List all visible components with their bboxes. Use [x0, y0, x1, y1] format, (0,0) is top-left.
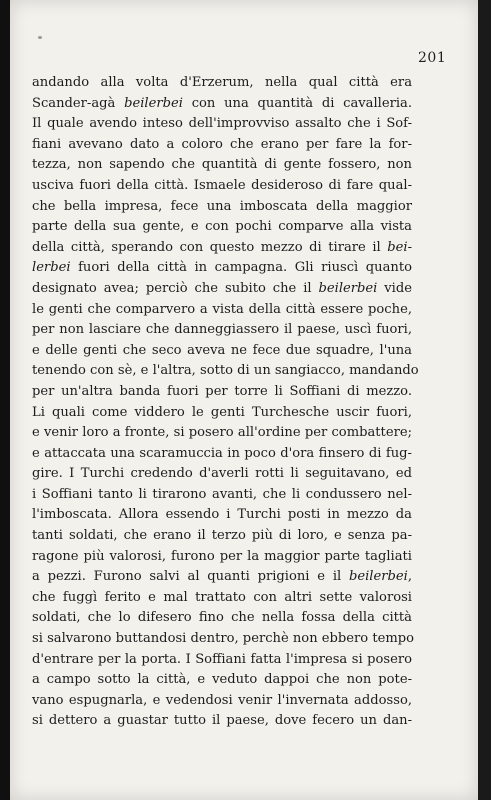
italic-term: beilerbei — [124, 95, 183, 111]
text-line — [32, 341, 412, 362]
text-segment: a campo sotto la città, e veduto dappoi che non pote- — [32, 672, 412, 688]
text-segment: tanti soldati, che erano il terzo più di loro, e senza pa- — [32, 528, 412, 544]
text-line — [32, 73, 412, 94]
text-segment: designato avea; perciò che subito che il — [32, 280, 319, 296]
text-segment: a pezzi. Furono salvi al quanti prigioni e il — [32, 569, 349, 585]
text-line — [32, 650, 412, 671]
body-text — [32, 73, 419, 732]
text-line — [32, 485, 412, 506]
text-segment: fuori della città in campagna. Gli riuscì quanto — [70, 260, 412, 276]
text-line — [32, 238, 412, 259]
text-segment: per un'altra banda fuori per torre li Soffiani di mezzo. — [32, 383, 412, 399]
text-segment: Scander-agà — [32, 95, 125, 111]
text-segment: si salvarono buttandosi dentro, perchè non ebbero tempo — [32, 631, 415, 647]
text-line — [32, 382, 412, 403]
page-number: 201 — [418, 50, 447, 66]
text-segment: fiani avevano dato a coloro che erano per fare la for- — [32, 136, 412, 152]
text-segment: per non lasciare che danneggiassero il paese, uscì fuori, — [32, 322, 412, 338]
text-segment: gire. I Turchi credendo d'averli rotti li seguitavano, ed — [32, 466, 412, 482]
page-speck — [38, 36, 42, 39]
text-line — [32, 444, 412, 465]
text-line — [32, 135, 412, 156]
text-segment: parte della sua gente, e con pochi comparve alla vista — [32, 219, 412, 235]
text-line — [32, 217, 412, 238]
text-line — [32, 197, 412, 218]
text-segment: andando alla volta d'Erzerum, nella qual città era — [32, 75, 412, 90]
text-segment: i Soffiani tanto li tirarono avanti, che li condussero nel- — [32, 486, 412, 502]
text-line — [32, 279, 412, 300]
text-line — [32, 464, 412, 485]
text-segment: con una quantità di cavalleria. — [182, 95, 413, 111]
text-segment: e delle genti che seco aveva ne fece due squadre, l'una — [32, 342, 412, 358]
text-segment: , — [407, 569, 412, 585]
text-segment: Li quali come viddero le genti Turchesche uscir fuori, — [32, 404, 412, 420]
text-segment: che fuggì ferito e mal trattato con altri sette valorosi — [32, 589, 412, 605]
italic-term: bei- — [387, 239, 412, 255]
text-segment: tezza, non sapendo che quantità di gente fossero, non — [32, 157, 412, 173]
text-line — [32, 691, 412, 712]
text-line — [32, 711, 412, 732]
text-line — [32, 320, 412, 341]
text-segment: l'imboscata. Allora essendo i Turchi posti in mezzo da — [32, 507, 412, 523]
text-line — [32, 629, 415, 650]
text-segment: e venir loro a fronte, si posero all'ordine per combattere; — [32, 425, 412, 441]
text-line — [32, 155, 412, 176]
book-page — [10, 0, 478, 800]
text-segment: usciva fuori della città. Ismaele desideroso di fare qual- — [32, 177, 412, 193]
text-segment: le genti che comparvero a vista della città essere poche, — [32, 301, 412, 317]
text-segment: d'entrare per la porta. I Soffiani fatta l'impresa si posero — [32, 651, 412, 667]
text-line — [32, 361, 419, 382]
text-line — [32, 403, 412, 424]
text-segment: tenendo con sè, e l'altra, sotto di un sangiacco, mandando — [32, 363, 419, 379]
text-line — [32, 526, 412, 547]
text-line — [32, 94, 412, 115]
text-line — [32, 670, 412, 691]
italic-term: beilerbei — [318, 280, 378, 296]
dark-margin — [478, 0, 491, 800]
text-line — [32, 547, 412, 568]
text-segment: Il quale avendo inteso dell'improvviso assalto che i Sof- — [32, 116, 412, 132]
text-line — [32, 505, 412, 526]
text-segment: che bella impresa, fece una imboscata della maggior — [32, 198, 412, 214]
italic-term: beilerbei — [348, 569, 408, 585]
text-line — [32, 176, 412, 197]
text-line — [32, 423, 412, 444]
text-segment: vano espugnarla, e vedendosi venir l'invernata addosso, — [32, 692, 412, 708]
text-segment: e attaccata una scaramuccia in poco d'ora finsero di fug- — [32, 445, 412, 461]
text-line — [32, 567, 412, 588]
text-segment: ragone più valorosi, furono per la maggior parte tagliati — [32, 548, 412, 564]
text-segment: della città, sperando con questo mezzo di tirare il — [32, 239, 388, 255]
text-line — [32, 608, 412, 629]
text-line — [32, 114, 412, 135]
text-segment: soldati, che lo difesero fino che nella fossa della città — [32, 610, 412, 626]
text-segment: vide — [377, 280, 412, 296]
italic-term: lerbei — [32, 260, 71, 276]
text-line — [32, 588, 412, 609]
text-line — [32, 258, 412, 279]
text-line — [32, 300, 412, 321]
text-segment: si dettero a guastar tutto il paese, dove fecero un dan- — [32, 713, 412, 729]
